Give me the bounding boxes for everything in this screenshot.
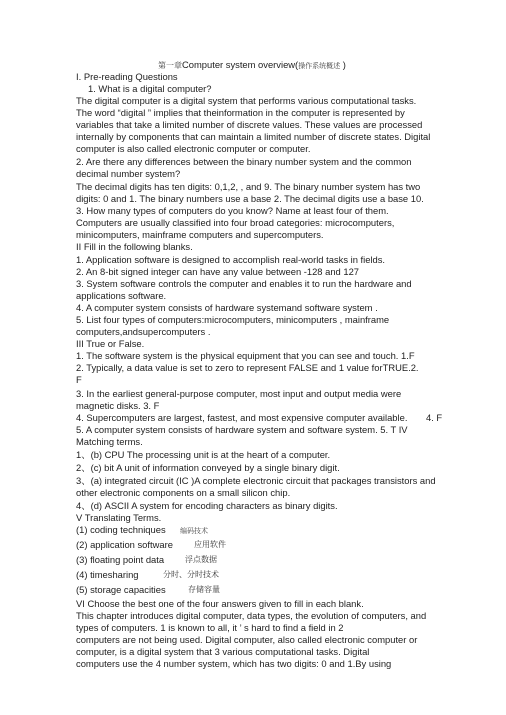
text-line: 3、(a) integrated circuit (IC )A complete electronic circuit that packages transistors and [76,475,436,486]
text-line: 2、(c) bit A unit of information conveyed by a single binary digit. [76,462,340,473]
text-line: minicomputers, mainframe computers and supercomputers. [76,229,324,240]
title-main: Computer system overview( [182,59,299,70]
text-line: computers,andsupercomputers . [76,326,211,337]
text-line: I. Pre-reading Questions [76,71,178,82]
text-line: Matching terms. [76,436,143,447]
text-line: other electronic components on a small silicon chip. [76,487,291,498]
text-line: 4. A computer system consists of hardware systemand software system . [76,302,378,313]
text-line: 2. Are there any differences between the binary number system and the common [76,156,412,167]
term-en: (3) floating point data [76,554,165,565]
text-line: This chapter introduces digital computer, data types, the evolution of computers, and [76,610,427,621]
term-row [76,554,164,566]
text-line: 3. How many types of computers do you know? Name at least four of them. [76,205,389,216]
term-zh: 编码技术 [180,527,208,535]
title-zh: 操作系统概述 [298,62,341,70]
text-line: computer, is a digital system that 3 various computational tasks. Digital [76,646,370,657]
text-line: computer is also called electronic computer or computer. [76,143,311,154]
answer-overlay: 4. F [426,412,443,423]
term-row [76,539,173,551]
text-line: types of computers. 1 is known to all, it ’ s hard to find a field in 2 [76,622,344,633]
text-line: digits: 0 and 1. The binary numbers use a base 2. The decimal digits use a base 10. [76,193,424,204]
text-line: The decimal digits has ten digits: 0,1,2, , and 9. The binary number system has two [76,181,421,192]
text-line: 1. The software system is the physical equipment that you can see and touch. 1.F [76,350,415,361]
title-close: ) [340,59,346,70]
term-en: (5) storage capacities [76,584,166,595]
text-line: 2. An 8-bit signed integer can have any value between -128 and 127 [76,266,360,277]
term-row [76,569,139,581]
term-row [76,524,166,536]
text-line: 3. System software controls the computer and enables it to run the hardware and [76,278,412,289]
text-line: 2. Typically, a data value is set to zero to represent FALSE and 1 value forTRUE.2. [76,362,419,373]
text-line: The digital computer is a digital system that performs various computational tasks. [76,95,417,106]
text-line: 5. A computer system consists of hardware system and software system. 5. T IV [76,424,408,435]
text-line: III True or False. [76,338,145,349]
text-line: V Translating Terms. [76,512,162,523]
text-line: 1. What is a digital computer? [88,83,212,94]
text-line: internally by components that can maintain a limited number of discrete states. Digital [76,131,431,142]
term-row [76,584,166,596]
term-en: (2) application software [76,539,173,550]
text-line: VI Choose the best one of the four answers given to fill in each blank. [76,598,364,609]
term-zh: 浮点数据 [185,555,217,564]
text-line: F [76,374,82,385]
title-chapter: 第一章 [158,61,182,70]
text-line: decimal number system? [76,168,181,179]
text-line: magnetic disks. 3. F [76,400,160,411]
text-line: 1. Application software is designed to accomplish real-world tasks in fields. [76,254,386,265]
text-line: 5. List four types of computers:microcomputers, minicomputers , mainframe [76,314,390,325]
term-en: (4) timesharing [76,569,139,580]
text-line: 4、(d) ASCII A system for encoding characters as binary digits. [76,500,338,511]
text-line: computers are not being used. Digital computer, also called electronic computer or [76,634,418,645]
text-line: 4. Supercomputers are largest, fastest, and most expensive computer available. [76,412,408,423]
text-line: computers use the 4 number system, which has two digits: 0 and 1.By using [76,658,392,669]
page-title [158,59,346,72]
term-zh: 应用软件 [194,540,226,549]
text-line: 3. In the earliest general-purpose computer, most input and output media were [76,388,402,399]
text-line: 1、(b) CPU The processing unit is at the heart of a computer. [76,449,331,460]
text-line: variables that take a limited number of discrete values. These values are processed [76,119,423,130]
text-line: II Fill in the following blanks. [76,241,193,252]
text-line: Computers are usually classified into four broad categories: microcomputers, [76,217,395,228]
term-en: (1) coding techniques [76,524,166,535]
text-line: applications software. [76,290,167,301]
text-line: The word “digital ” implies that theinformation in the computer is represented by [76,107,405,118]
term-zh: 分时、分时技术 [163,570,219,579]
term-zh: 存储容量 [188,585,220,594]
